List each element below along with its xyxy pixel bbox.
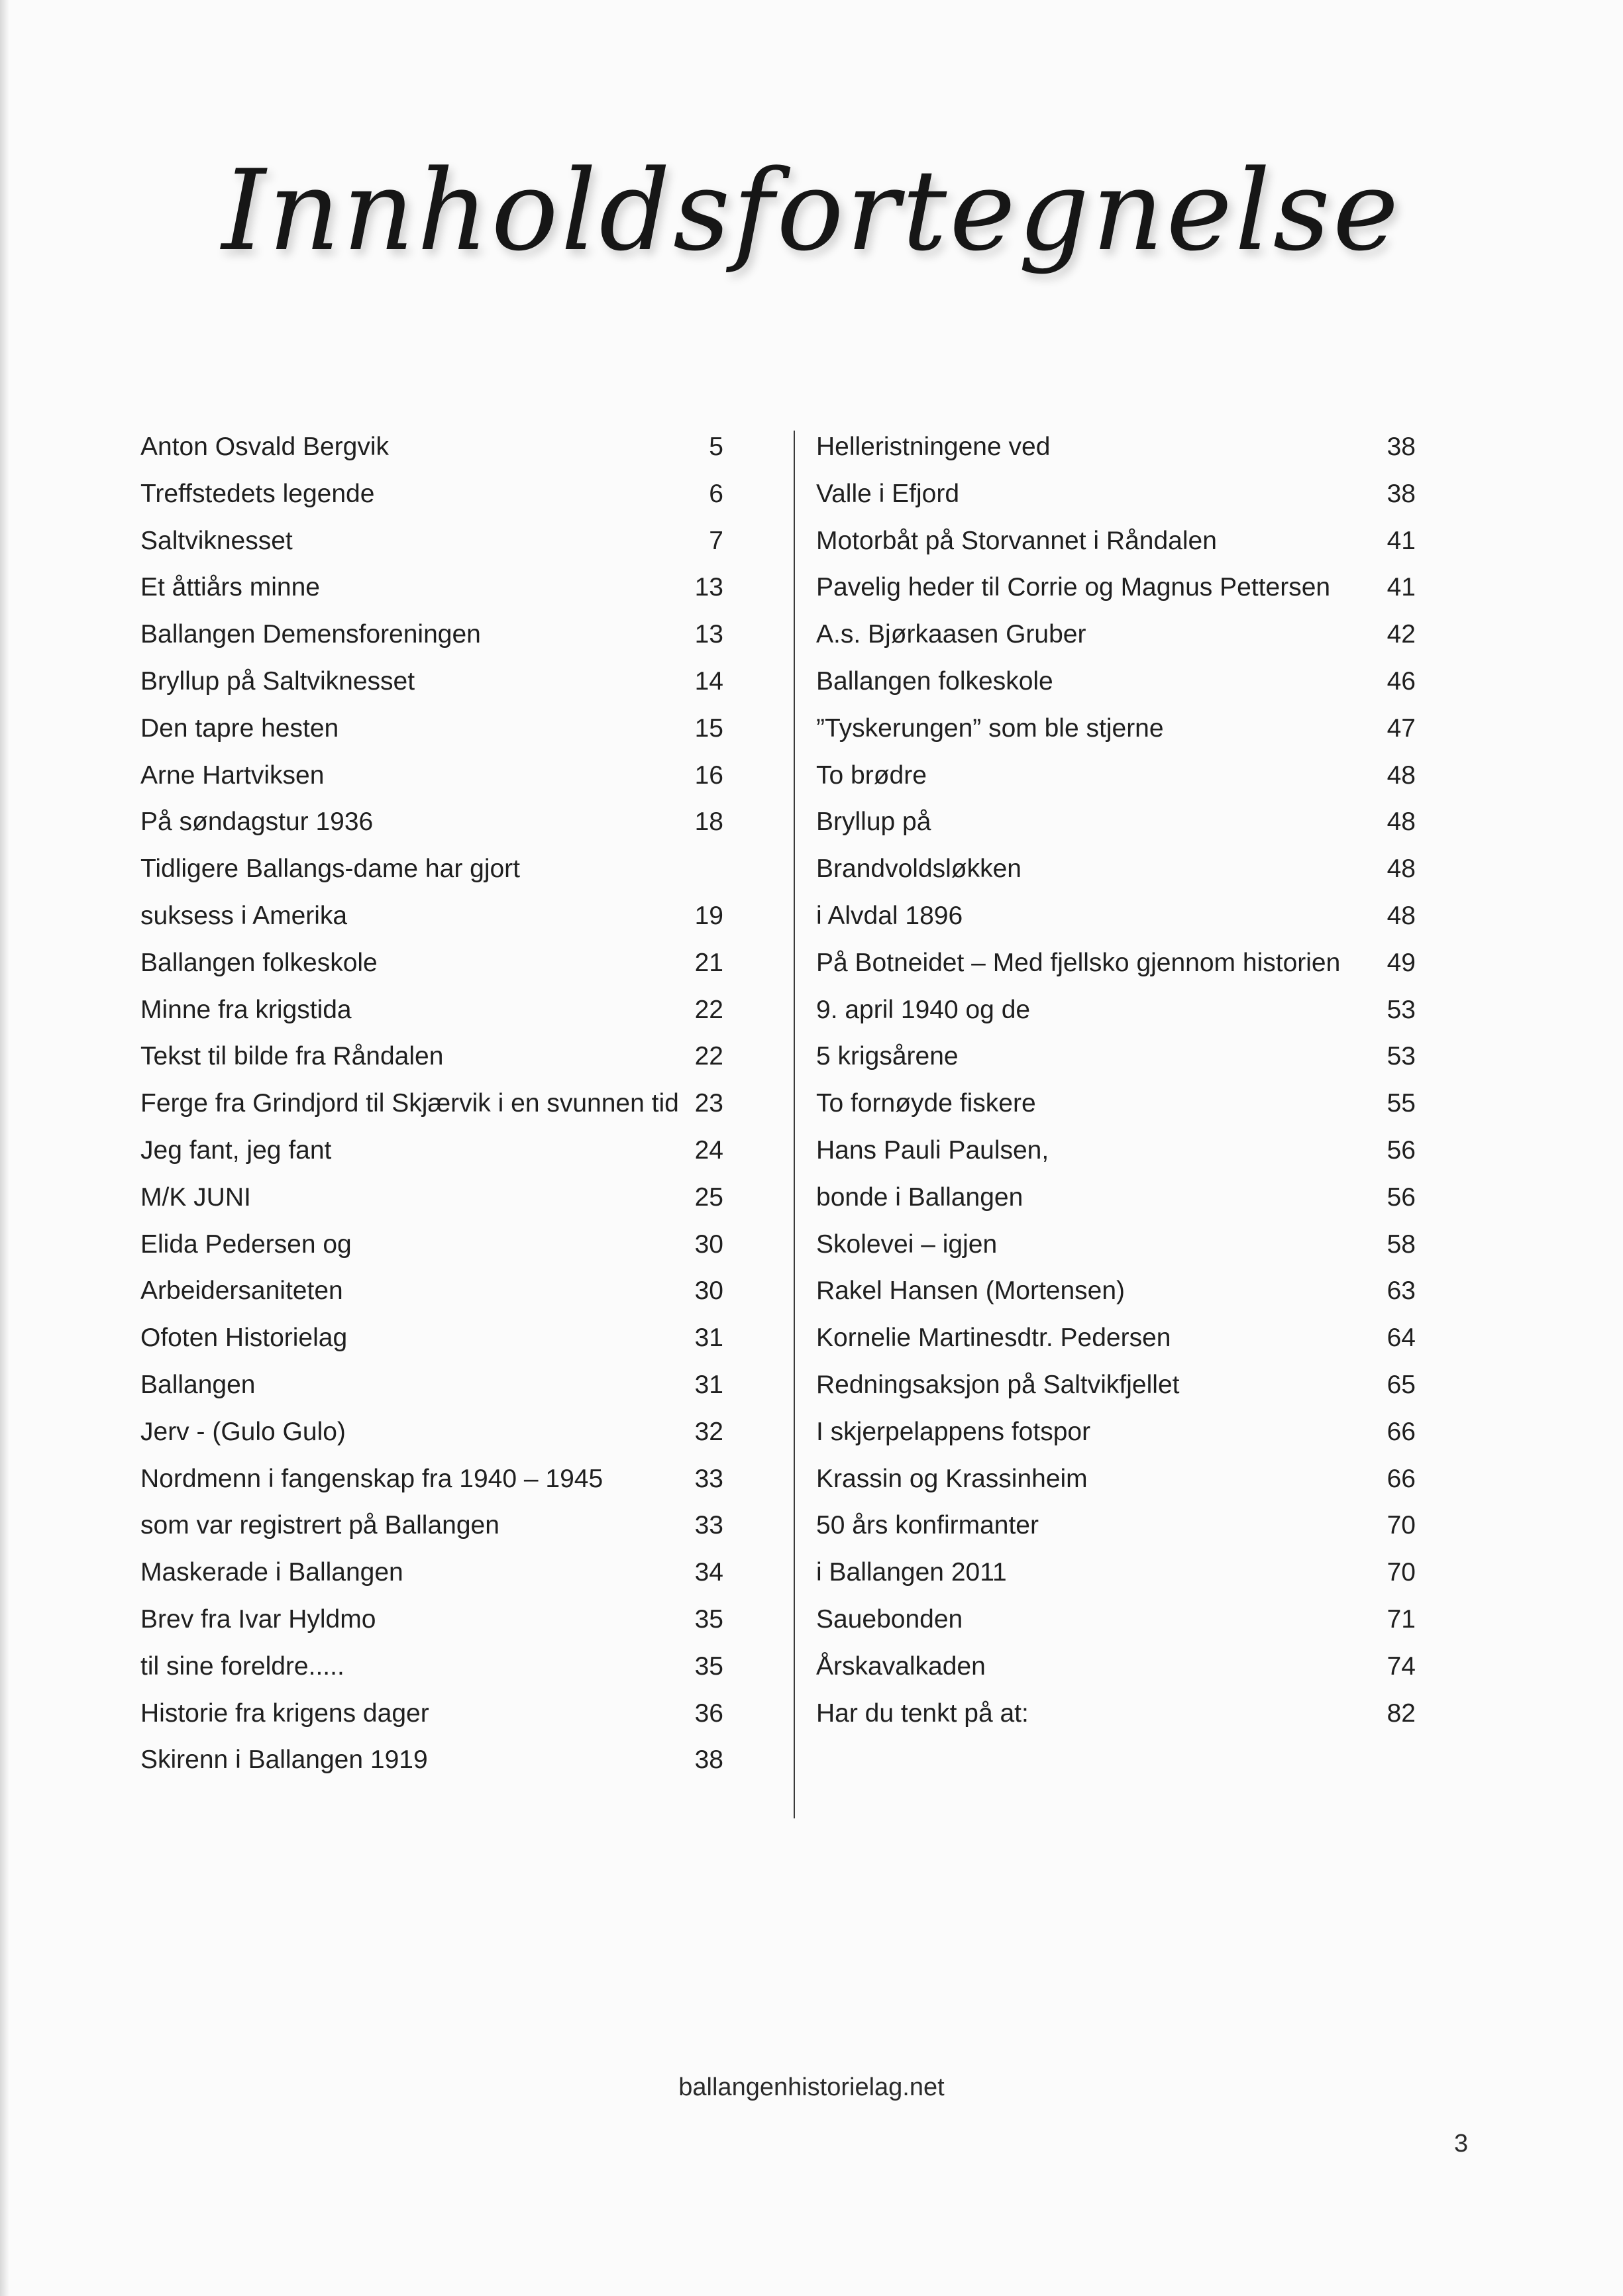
toc-entry-page: 13 — [694, 573, 723, 602]
toc-entry-title: Bryllup på Saltviknesset — [140, 666, 415, 696]
toc-entry-title: To brødre — [816, 760, 927, 790]
toc-entry[interactable] — [816, 1033, 1426, 1080]
toc-entry[interactable] — [140, 1502, 750, 1549]
toc-entry[interactable] — [140, 1268, 750, 1315]
toc-entry-title: Sauebonden — [816, 1604, 963, 1634]
toc-entry[interactable] — [816, 987, 1426, 1034]
toc-entry[interactable] — [140, 1080, 750, 1127]
toc-entry-page: 31 — [694, 1324, 723, 1353]
toc-entry[interactable] — [816, 799, 1426, 846]
page-number: 3 — [1454, 2130, 1469, 2158]
toc-entry-page: 35 — [694, 1651, 723, 1681]
toc-entry-title: Ofoten Historielag — [140, 1324, 348, 1353]
toc-entry-page: 32 — [694, 1417, 723, 1446]
toc-entry-page: 14 — [694, 666, 723, 696]
footer-url[interactable]: ballangenhistorielag.net — [678, 2073, 945, 2101]
toc-entry[interactable] — [816, 846, 1426, 893]
toc-entry-page: 35 — [694, 1604, 723, 1634]
toc-entry[interactable] — [816, 1174, 1426, 1222]
toc-entry-page: 6 — [709, 479, 723, 508]
toc-entry-title: 50 års konfirmanter — [816, 1511, 1039, 1540]
toc-entry[interactable] — [140, 1033, 750, 1080]
toc-entry-page: 16 — [694, 760, 723, 790]
toc-entry-title: som var registrert på Ballangen — [140, 1511, 499, 1540]
toc-entry-page: 38 — [694, 1746, 723, 1775]
toc-entry-title: Elida Pedersen og — [140, 1229, 352, 1259]
toc-entry-title: i Alvdal 1896 — [816, 901, 963, 930]
toc-entry-page: 41 — [1387, 573, 1416, 602]
toc-entry-page: 24 — [694, 1135, 723, 1165]
toc-entry-title: Et åttiårs minne — [140, 573, 320, 602]
toc-entry-title: Kornelie Martinesdtr. Pedersen — [816, 1324, 1171, 1353]
toc-entry[interactable] — [140, 1222, 750, 1269]
toc-entry-page: 7 — [709, 526, 723, 555]
toc-entry-title: Redningsaksjon på Saltvikfjellet — [816, 1370, 1180, 1399]
toc-entry[interactable] — [140, 799, 750, 846]
toc-entry-page: 41 — [1387, 526, 1416, 555]
toc-right-column — [816, 424, 1426, 1737]
toc-entry-page: 70 — [1387, 1558, 1416, 1587]
toc-entry-title: Ballangen folkeskole — [816, 666, 1053, 696]
toc-entry-title: bonde i Ballangen — [816, 1182, 1023, 1212]
toc-entry-title: Treffstedets legende — [140, 479, 375, 508]
toc-entry[interactable] — [140, 471, 750, 518]
toc-entry[interactable] — [140, 753, 750, 800]
toc-entry-title: Arbeidersaniteten — [140, 1277, 343, 1306]
toc-entry-page: 47 — [1387, 713, 1416, 743]
toc-entry-page: 30 — [694, 1277, 723, 1306]
toc-entry-page: 23 — [694, 1089, 723, 1118]
toc-entry-title: Bryllup på — [816, 808, 931, 837]
toc-entry-page: 19 — [694, 901, 723, 930]
toc-entry[interactable] — [140, 1691, 750, 1738]
toc-entry-page: 15 — [694, 713, 723, 743]
toc-entry-title: På søndagstur 1936 — [140, 808, 374, 837]
toc-entry-title: 9. april 1940 og de — [816, 995, 1031, 1024]
toc-entry[interactable] — [140, 564, 750, 611]
page-title: Innholdsfortegnelse — [221, 146, 1402, 276]
toc-entry-title: ”Tyskerungen” som ble stjerne — [816, 713, 1164, 743]
toc-entry-title: Jeg fant, jeg fant — [140, 1135, 332, 1165]
toc-entry-title: Saltviknesset — [140, 526, 293, 555]
toc-entry[interactable] — [140, 424, 750, 471]
toc-entry-title: To fornøyde fiskere — [816, 1089, 1036, 1118]
toc-entry[interactable] — [140, 846, 750, 893]
toc-entry[interactable] — [816, 705, 1426, 753]
toc-entry[interactable] — [816, 1456, 1426, 1503]
toc-entry[interactable] — [816, 1596, 1426, 1644]
toc-entry-title: Ballangen folkeskole — [140, 948, 378, 977]
toc-entry[interactable] — [816, 424, 1426, 471]
toc-entry[interactable] — [816, 564, 1426, 611]
toc-entry-page: 21 — [694, 948, 723, 977]
toc-entry-title: Jerv - (Gulo Gulo) — [140, 1417, 346, 1446]
column-divider — [794, 431, 795, 1818]
toc-entry-page: 66 — [1387, 1464, 1416, 1493]
toc-entry-title: Hans Pauli Paulsen, — [816, 1135, 1049, 1165]
toc-entry[interactable] — [140, 1315, 750, 1362]
toc-entry-title: Tekst til bilde fra Råndalen — [140, 1042, 444, 1071]
toc-entry-title: I skjerpelappens fotspor — [816, 1417, 1091, 1446]
toc-entry-page: 38 — [1387, 479, 1416, 508]
toc-entry-title: til sine foreldre..... — [140, 1651, 344, 1681]
toc-entry-page: 53 — [1387, 1042, 1416, 1071]
toc-entry-page: 48 — [1387, 760, 1416, 790]
toc-entry-page: 18 — [694, 808, 723, 837]
toc-entry[interactable] — [816, 1315, 1426, 1362]
toc-entry[interactable] — [140, 1409, 750, 1456]
toc-entry-title: Arne Hartviksen — [140, 760, 325, 790]
toc-entry-page: 56 — [1387, 1182, 1416, 1212]
toc-entry-title: Brandvoldsløkken — [816, 855, 1021, 884]
toc-entry[interactable] — [816, 893, 1426, 940]
toc-entry-page: 74 — [1387, 1651, 1416, 1681]
toc-entry-title: Ballangen — [140, 1370, 256, 1399]
toc-entry-title: Ferge fra Grindjord til Skjærvik i en svunnen tid — [140, 1089, 679, 1118]
toc-entry[interactable] — [816, 1644, 1426, 1691]
toc-entry-page: 31 — [694, 1370, 723, 1399]
toc-entry-title: Motorbåt på Storvannet i Råndalen — [816, 526, 1217, 555]
toc-entry-page: 33 — [694, 1511, 723, 1540]
toc-entry-title: Valle i Efjord — [816, 479, 960, 508]
toc-entry-page: 22 — [694, 1042, 723, 1071]
toc-entry[interactable] — [140, 1456, 750, 1503]
toc-entry-page: 49 — [1387, 948, 1416, 977]
toc-entry[interactable] — [140, 1549, 750, 1596]
toc-entry[interactable] — [816, 1268, 1426, 1315]
toc-entry[interactable] — [816, 1691, 1426, 1738]
toc-entry-title: Brev fra Ivar Hyldmo — [140, 1604, 376, 1634]
toc-entry-page: 64 — [1387, 1324, 1416, 1353]
toc-entry-title: Anton Osvald Bergvik — [140, 433, 390, 461]
toc-entry[interactable] — [140, 1362, 750, 1409]
toc-entry-page: 63 — [1387, 1277, 1416, 1306]
toc-entry-page: 46 — [1387, 666, 1416, 696]
toc-entry-page: 65 — [1387, 1370, 1416, 1399]
toc-entry-title: Skirenn i Ballangen 1919 — [140, 1746, 428, 1775]
toc-entry[interactable] — [140, 1174, 750, 1222]
toc-entry-title: Årskavalkaden — [816, 1651, 986, 1681]
toc-entry-page: 22 — [694, 995, 723, 1024]
toc-entry[interactable] — [816, 1127, 1426, 1174]
toc-entry-page: 34 — [694, 1558, 723, 1587]
toc-entry-title: Minne fra krigstida — [140, 995, 352, 1024]
toc-entry[interactable] — [816, 658, 1426, 705]
toc-entry[interactable] — [140, 987, 750, 1034]
page-edge-shadow — [0, 0, 9, 2296]
toc-left-column — [140, 424, 750, 1784]
toc-entry-page: 42 — [1387, 620, 1416, 649]
toc-entry[interactable] — [816, 518, 1426, 565]
toc-entry[interactable] — [816, 940, 1426, 987]
toc-entry[interactable] — [816, 471, 1426, 518]
toc-entry[interactable] — [140, 1644, 750, 1691]
toc-entry-page: 66 — [1387, 1417, 1416, 1446]
toc-entry[interactable] — [816, 1409, 1426, 1456]
toc-entry[interactable] — [140, 1737, 750, 1784]
toc-entry-page: 53 — [1387, 995, 1416, 1024]
toc-entry[interactable] — [816, 1502, 1426, 1549]
toc-entry-title: Pavelig heder til Corrie og Magnus Pettersen — [816, 573, 1331, 602]
toc-entry-title: Nordmenn i fangenskap fra 1940 – 1945 — [140, 1464, 603, 1493]
toc-entry-title: Tidligere Ballangs-dame har gjort — [140, 855, 521, 884]
toc-entry-page: 13 — [694, 620, 723, 649]
toc-entry[interactable] — [816, 1362, 1426, 1409]
toc-entry[interactable] — [140, 658, 750, 705]
toc-entry-page: 38 — [1387, 433, 1416, 461]
toc-entry-page: 58 — [1387, 1229, 1416, 1259]
toc-entry-title: A.s. Bjørkaasen Gruber — [816, 620, 1086, 649]
toc-entry-page: 71 — [1387, 1604, 1416, 1634]
toc-entry-title: Har du tenkt på at: — [816, 1698, 1029, 1728]
toc-entry-title: Krassin og Krassinheim — [816, 1464, 1088, 1493]
toc-entry-page: 56 — [1387, 1135, 1416, 1165]
toc-entry-page: 55 — [1387, 1089, 1416, 1118]
toc-entry-page: 33 — [694, 1464, 723, 1493]
toc-entry-title: Historie fra krigens dager — [140, 1698, 429, 1728]
toc-entry-title: Rakel Hansen (Mortensen) — [816, 1277, 1126, 1306]
toc-entry-title: Helleristningene ved — [816, 433, 1051, 461]
toc-entry[interactable] — [816, 1080, 1426, 1127]
toc-entry-page: 70 — [1387, 1511, 1416, 1540]
toc-entry-page: 36 — [694, 1698, 723, 1728]
toc-entry[interactable] — [816, 753, 1426, 800]
toc-entry-title: suksess i Amerika — [140, 901, 348, 930]
toc-entry-page: 25 — [694, 1182, 723, 1212]
toc-entry[interactable] — [140, 1127, 750, 1174]
toc-entry-title: Skolevei – igjen — [816, 1229, 998, 1259]
toc-entry-title: 5 krigsårene — [816, 1042, 959, 1071]
toc-entry[interactable] — [140, 705, 750, 753]
toc-entry[interactable] — [140, 940, 750, 987]
toc-entry-title: Maskerade i Ballangen — [140, 1558, 403, 1587]
toc-entry-title: i Ballangen 2011 — [816, 1558, 1007, 1587]
toc-entry[interactable] — [140, 1596, 750, 1644]
toc-entry[interactable] — [816, 1549, 1426, 1596]
toc-entry[interactable] — [816, 1222, 1426, 1269]
toc-entry-page: 48 — [1387, 901, 1416, 930]
toc-entry-title: På Botneidet – Med fjellsko gjennom historien — [816, 948, 1341, 977]
toc-entry[interactable] — [140, 611, 750, 658]
toc-entry-title: Ballangen Demensforeningen — [140, 620, 481, 649]
toc-entry-title: Den tapre hesten — [140, 713, 339, 743]
toc-entry-page: 48 — [1387, 855, 1416, 884]
toc-entry-page: 30 — [694, 1229, 723, 1259]
toc-entry[interactable] — [140, 518, 750, 565]
toc-entry[interactable] — [140, 893, 750, 940]
toc-entry-page: 82 — [1387, 1698, 1416, 1728]
toc-entry-page: 5 — [709, 433, 723, 461]
toc-entry[interactable] — [816, 611, 1426, 658]
toc-entry-title: M/K JUNI — [140, 1182, 251, 1212]
toc-entry-page: 48 — [1387, 808, 1416, 837]
